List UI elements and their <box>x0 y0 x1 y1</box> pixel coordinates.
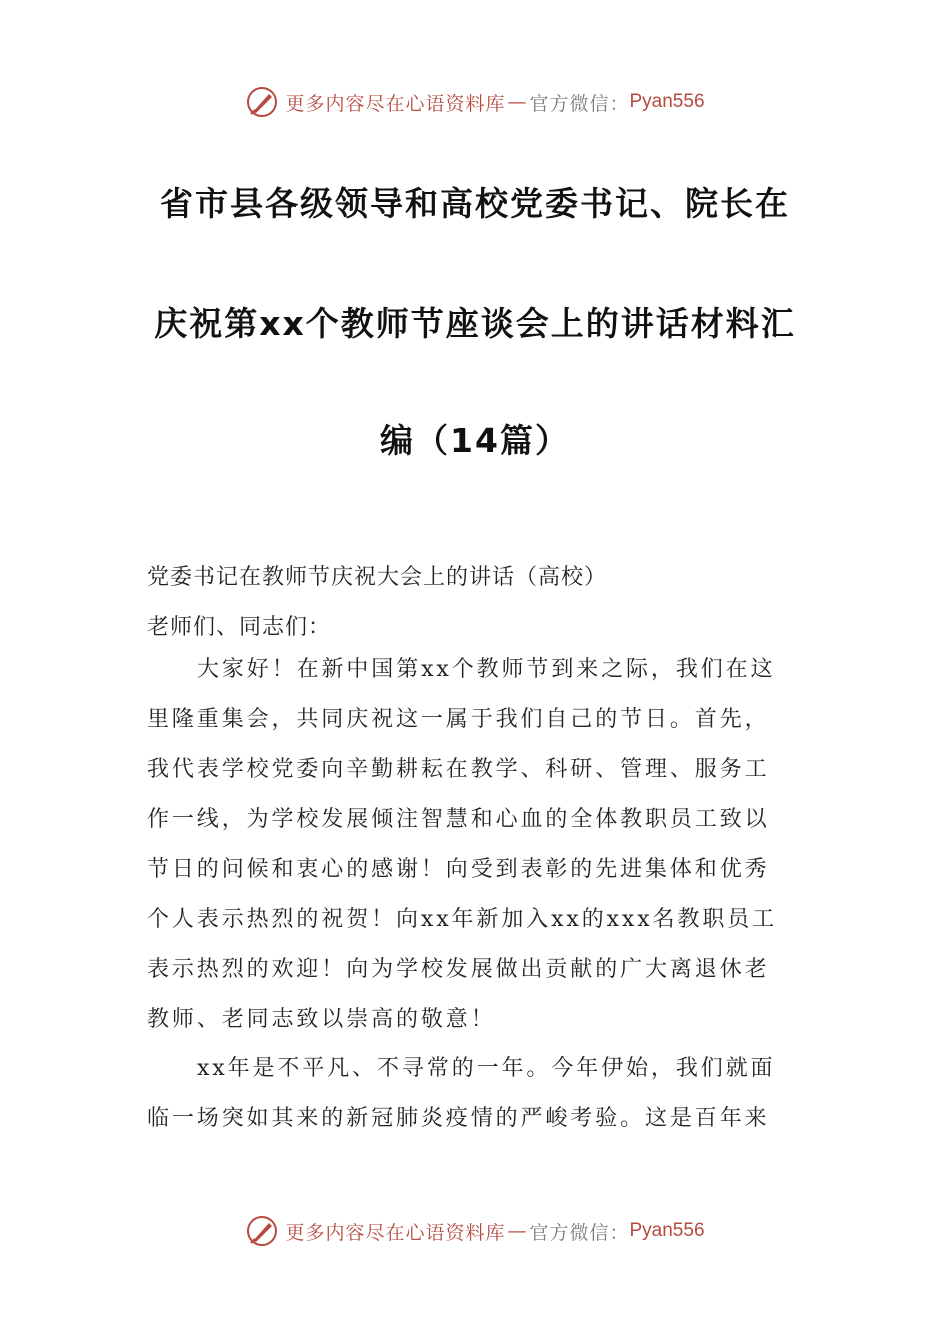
salutation: 老师们、同志们： <box>147 615 332 640</box>
banner-dash: — <box>507 1220 528 1242</box>
paragraph-2 <box>147 1044 807 1144</box>
speech-heading: 党委书记在教师节庆祝大会上的讲话（高校） <box>147 565 608 590</box>
paragraph-line: 表示热烈的欢迎！向为学校发展做出贡献的广大离退休老 <box>147 957 770 982</box>
paragraph-line: xx年是不平凡、不寻常的一年。今年伊始，我们就面 <box>197 1056 776 1081</box>
paragraph-line: 教师、老同志致以崇高的敬意！ <box>147 1007 496 1032</box>
banner-brand-text: 更多内容尽在心语资料库 <box>285 92 506 115</box>
paragraph-line: 里隆重集会，共同庆祝这一属于我们自己的节日。首先， <box>147 707 770 732</box>
document-title-line-3: 编（14篇） <box>380 421 570 460</box>
paragraph-1 <box>147 645 807 1045</box>
quill-logo-icon <box>245 1214 279 1248</box>
paragraph-line: 节日的问候和衷心的感谢！向受到表彰的先进集体和优秀 <box>147 857 770 882</box>
quill-logo-icon <box>245 85 279 119</box>
banner-dash: — <box>507 91 528 113</box>
paragraph-line: 作一线，为学校发展倾注智慧和心血的全体教职员工致以 <box>147 807 770 832</box>
paragraph-line: 大家好！在新中国第xx个教师节到来之际，我们在这 <box>197 657 776 682</box>
banner-wechat-id: Pyan556 <box>629 1220 705 1241</box>
paragraph-line: 个人表示热烈的祝贺！向xx年新加入xx的xxx名教职员工 <box>147 907 778 932</box>
banner-wechat-id: Pyan556 <box>629 91 705 112</box>
banner-official-label: 官方微信： <box>529 1221 630 1244</box>
banner-brand-text: 更多内容尽在心语资料库 <box>285 1221 506 1244</box>
header-watermark-banner <box>0 82 950 122</box>
document-title-line-2: 庆祝第xx个教师节座谈会上的讲话材料汇 <box>154 304 796 343</box>
banner-official-label: 官方微信： <box>529 92 630 115</box>
paragraph-line: 我代表学校党委向辛勤耕耘在教学、科研、管理、服务工 <box>147 757 770 782</box>
footer-watermark-banner <box>0 1211 950 1251</box>
document-title-line-1: 省市县各级领导和高校党委书记、院长在 <box>160 184 790 223</box>
paragraph-line: 临一场突如其来的新冠肺炎疫情的严峻考验。这是百年来 <box>147 1106 770 1131</box>
